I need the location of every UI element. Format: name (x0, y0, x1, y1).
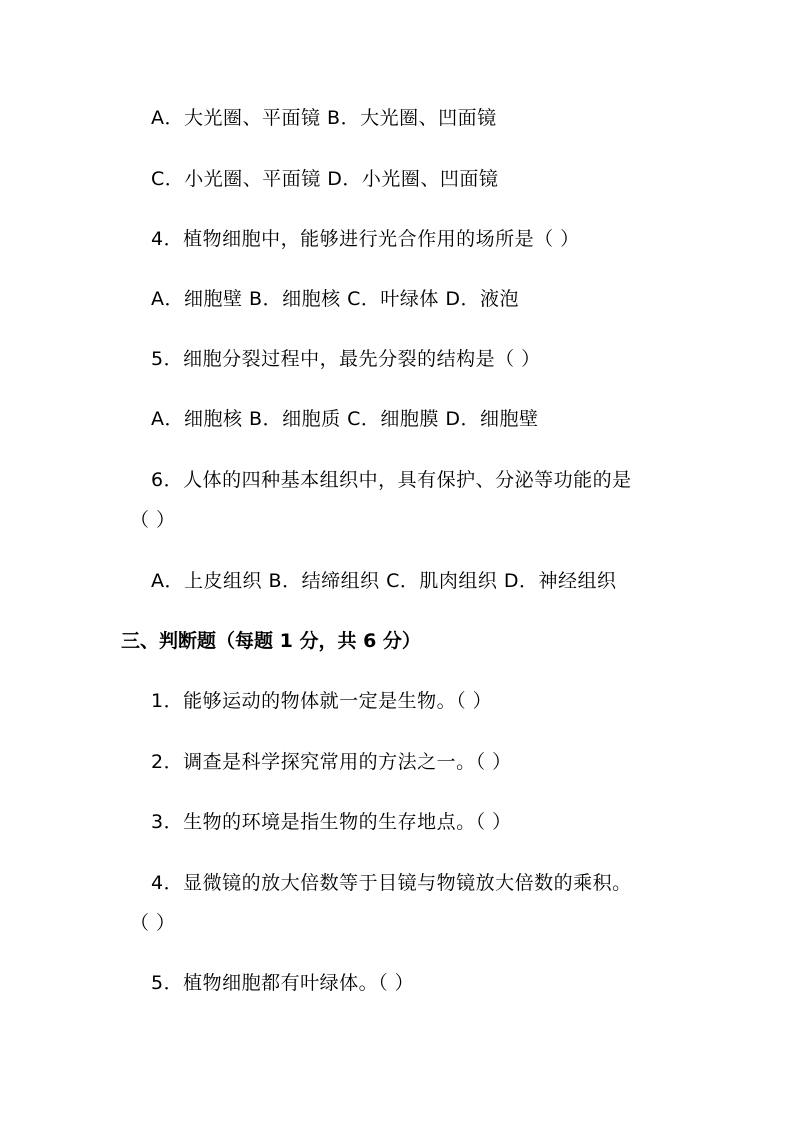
tf-item-5: 5．植物细胞都有叶绿体。（ ） (151, 972, 415, 994)
question-5-options: A．细胞核 B．细胞质 C．细胞膜 D．细胞壁 (151, 408, 539, 430)
tf-item-4: 4．显微镜的放大倍数等于目镜与物镜放大倍数的乘积。 (151, 872, 632, 894)
tf-item-2: 2．调查是科学探究常用的方法之一。（ ） (151, 751, 512, 773)
q3-options-cd: C．小光圈、平面镜 D．小光圈、凹面镜 (151, 168, 499, 190)
question-4-options: A．细胞壁 B．细胞核 C．叶绿体 D．液泡 (151, 288, 520, 310)
section-heading-true-false: 三、判断题（每题 1 分，共 6 分） (121, 630, 421, 652)
tf-item-3: 3．生物的环境是指生物的生存地点。（ ） (151, 811, 512, 833)
question-5-stem: 5．细胞分裂过程中，最先分裂的结构是（ ） (151, 348, 541, 370)
tf-item-4-continued: （ ） (130, 912, 176, 934)
question-6-stem: 6．人体的四种基本组织中，具有保护、分泌等功能的是 (151, 469, 632, 491)
tf-item-1: 1．能够运动的物体就一定是生物。（ ） (151, 690, 493, 712)
q3-options-ab: A．大光圈、平面镜 B．大光圈、凹面镜 (151, 107, 497, 129)
question-6-stem-continued: （ ） (130, 509, 176, 531)
question-6-options: A．上皮组织 B．结缔组织 C．肌肉组织 D．神经组织 (151, 570, 617, 592)
question-4-stem: 4．植物细胞中，能够进行光合作用的场所是（ ） (151, 228, 580, 250)
